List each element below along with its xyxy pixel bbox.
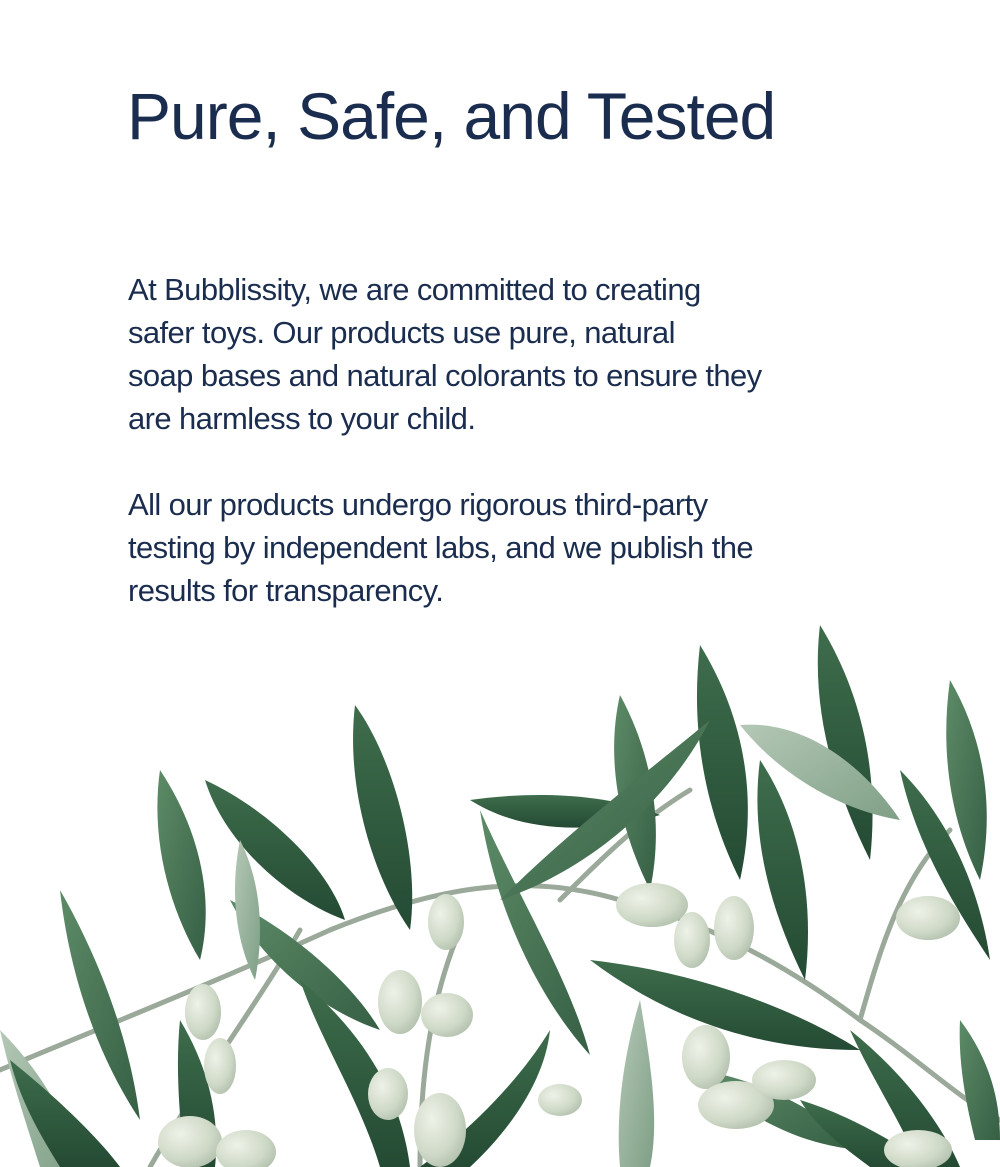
olive-shape xyxy=(368,1068,408,1120)
leaf-shape xyxy=(60,890,140,1120)
leaf-shape xyxy=(619,1000,654,1167)
olive-shape xyxy=(216,1130,276,1167)
commitment-paragraph xyxy=(128,268,888,440)
leaf-shape xyxy=(205,780,345,920)
olive-shape xyxy=(714,896,754,960)
olive-shape xyxy=(414,1093,466,1167)
olive-branches-icon xyxy=(0,600,1000,1167)
olive-shape xyxy=(204,1038,236,1094)
olive-shape xyxy=(428,894,464,950)
paragraph-line: are harmless to your child. xyxy=(128,401,476,436)
leaf-shape xyxy=(157,770,205,960)
olive-shape xyxy=(682,1025,730,1089)
olive-shape xyxy=(674,912,710,968)
paragraph-line: All our products undergo rigorous third-party xyxy=(128,487,708,522)
paragraph-line: soap bases and natural colorants to ensure they xyxy=(128,358,762,393)
olive-shape xyxy=(752,1060,816,1100)
leaf-shape xyxy=(960,1020,1000,1140)
olive-shape xyxy=(158,1116,222,1167)
olive-shape xyxy=(378,970,422,1034)
testing-paragraph xyxy=(128,483,888,612)
paragraph-line: results for transparency. xyxy=(128,573,444,608)
paragraph-line: safer toys. Our products use pure, natural xyxy=(128,315,675,350)
leaf-shape xyxy=(757,760,808,980)
intro-copy xyxy=(128,268,888,612)
olive-shape xyxy=(421,993,473,1037)
page-title: Pure, Safe, and Tested xyxy=(127,79,776,153)
paragraph-line: At Bubblissity, we are committed to creating xyxy=(128,272,701,307)
olive-shape xyxy=(538,1084,582,1116)
olive-shape xyxy=(185,984,221,1040)
leaf-shape xyxy=(697,645,748,880)
leaf-shape xyxy=(818,625,873,860)
leaf-shape xyxy=(353,705,412,930)
olive-shape xyxy=(896,896,960,940)
olive-shape xyxy=(616,883,688,927)
paragraph-line: testing by independent labs, and we publish the xyxy=(128,530,753,565)
